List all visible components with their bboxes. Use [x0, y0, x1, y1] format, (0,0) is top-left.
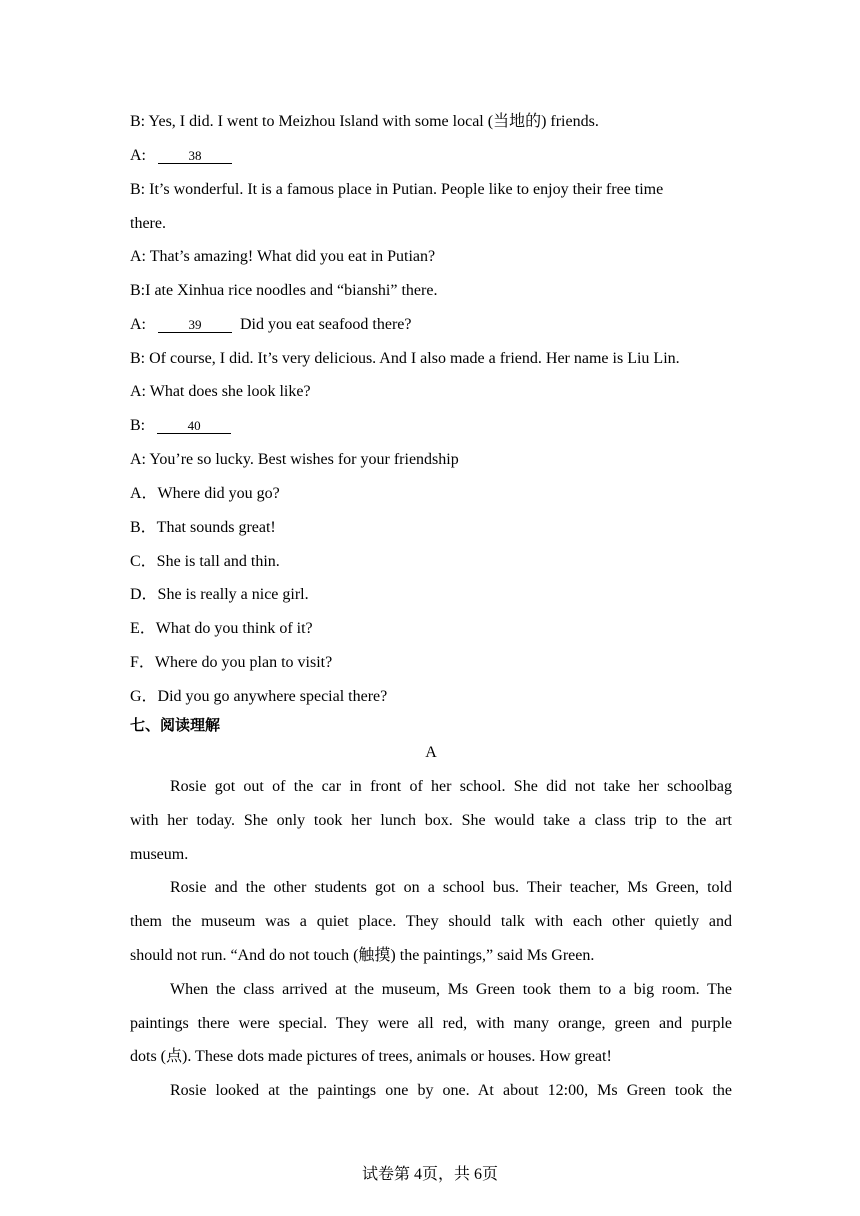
option-f: F．Where do you plan to visit?	[130, 654, 333, 671]
passage-line: dots (点). These dots made pictures of trees, animals or houses. How great!	[130, 1048, 612, 1065]
option-a: A．Where did you go?	[130, 485, 280, 502]
dialogue-line: A: What does she look like?	[130, 383, 311, 400]
passage-line: Rosie looked at the paintings one by one. At about 12:00, Ms Green took the	[170, 1082, 732, 1099]
passage-line: with her today. She only took her lunch box. She would take a class trip to the art	[130, 812, 732, 829]
option-g: G．Did you go anywhere special there?	[130, 688, 388, 705]
answer-blank-40[interactable]: 40	[157, 418, 231, 434]
option-d: D．She is really a nice girl.	[130, 586, 309, 603]
answer-blank-38[interactable]: 38	[158, 148, 232, 164]
dialogue-line-blank-40	[130, 415, 732, 437]
speaker-label: B:	[130, 417, 146, 434]
dialogue-line: B: Yes, I did. I went to Meizhou Island with some local (当地的) friends.	[130, 113, 599, 130]
passage-line: Rosie and the other students got on a school bus. Their teacher, Ms Green, told	[170, 879, 732, 896]
dialogue-line: A: You’re so lucky. Best wishes for your friendship	[130, 451, 459, 468]
dialogue-text: Did you eat seafood there?	[240, 316, 412, 333]
passage-line: them the museum was a quiet place. They should talk with each other quietly and	[130, 913, 732, 930]
dialogue-line: there.	[130, 215, 166, 232]
option-b: B．That sounds great!	[130, 519, 276, 536]
section-title: 七、阅读理解	[130, 716, 221, 734]
passage-line: museum.	[130, 846, 189, 863]
answer-blank-39[interactable]: 39	[158, 317, 232, 333]
page-footer: 试卷第 4页，共 6页	[361, 1166, 498, 1183]
option-c: C．She is tall and thin.	[130, 553, 280, 570]
passage-label: A	[425, 744, 437, 761]
dialogue-line: B:I ate Xinhua rice noodles and “bianshi” there.	[130, 282, 438, 299]
speaker-label: A:	[130, 316, 146, 333]
passage-line: should not run. “And do not touch (触摸) the paintings,” said Ms Green.	[130, 947, 595, 964]
option-e: E．What do you think of it?	[130, 620, 313, 637]
dialogue-line-blank-38	[130, 145, 732, 167]
passage-line: Rosie got out of the car in front of her school. She did not take her schoolbag	[170, 778, 732, 795]
dialogue-line: B: It’s wonderful. It is a famous place in Putian. People like to enjoy their free time	[130, 181, 664, 198]
passage-line: paintings there were special. They were all red, with many orange, green and purple	[130, 1015, 732, 1032]
dialogue-line: A: That’s amazing! What did you eat in Putian?	[130, 248, 436, 265]
speaker-label: A:	[130, 147, 146, 164]
passage-line: When the class arrived at the museum, Ms Green took them to a big room. The	[170, 981, 732, 998]
dialogue-line-blank-39	[130, 314, 732, 336]
dialogue-line: B: Of course, I did. It’s very delicious. And I also made a friend. Her name is Liu Lin.	[130, 350, 680, 367]
